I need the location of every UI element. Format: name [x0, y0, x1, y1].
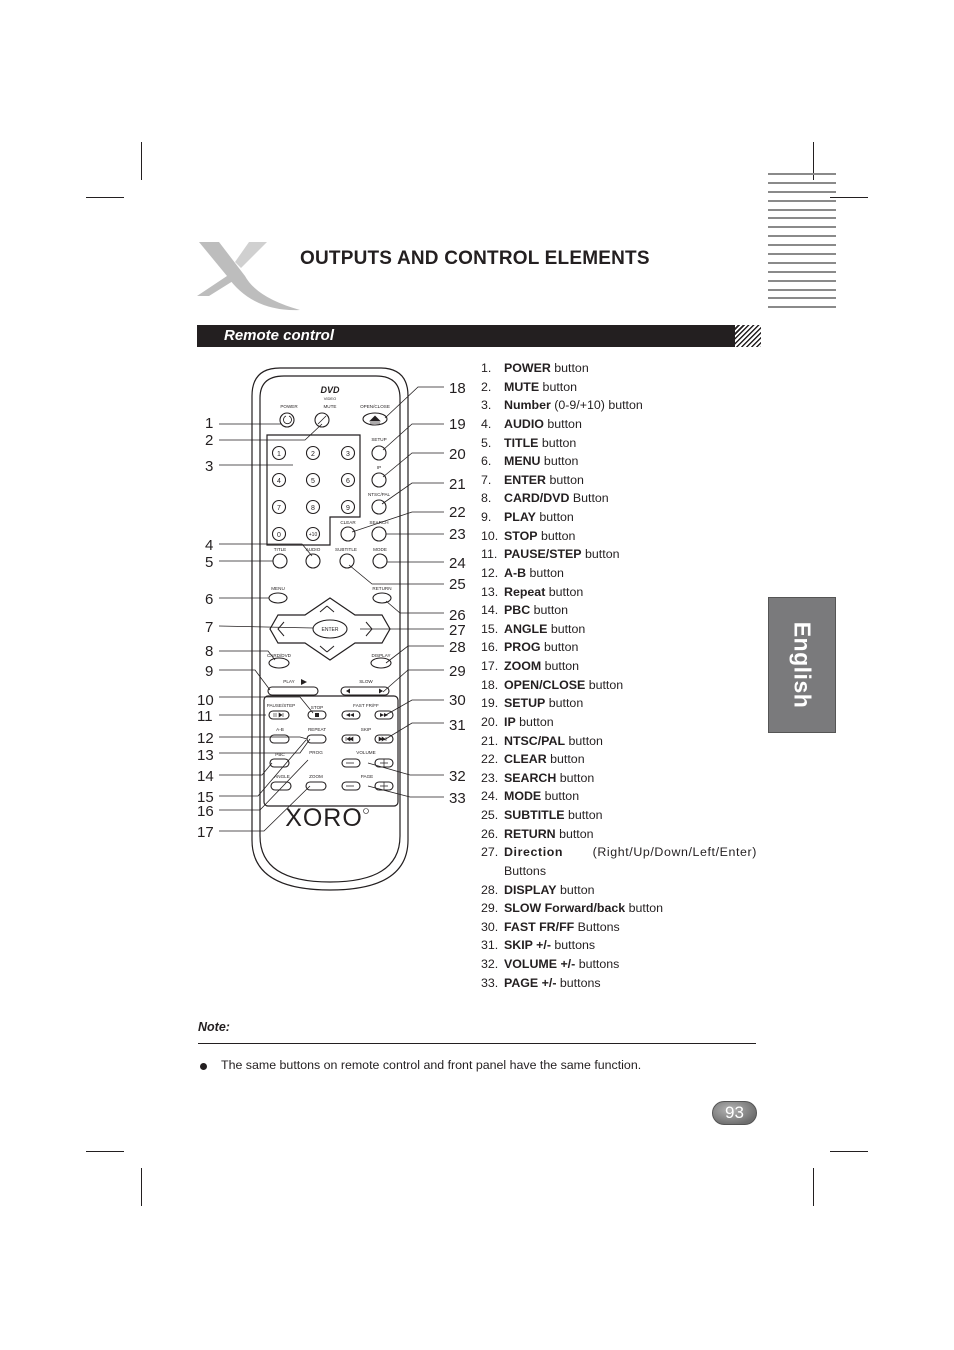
svg-text:6: 6	[346, 478, 350, 485]
legend-item-number: 27.	[481, 845, 499, 860]
legend-item-name: OPEN/CLOSE	[504, 677, 586, 692]
legend-item-number: 6.	[481, 454, 492, 469]
legend-item-number: 33.	[481, 975, 499, 990]
legend-item-desc: buttons	[550, 938, 596, 953]
return-button	[373, 593, 391, 603]
search-button	[372, 527, 386, 541]
legend-item-desc: button	[556, 770, 595, 785]
legend-item-desc: buttons	[575, 957, 620, 971]
legend-item-name: CARD/DVD	[504, 491, 570, 506]
legend-item-text	[504, 732, 603, 751]
legend-item-number: 17.	[481, 659, 499, 673]
legend-item	[481, 545, 757, 564]
legend-item	[481, 769, 757, 788]
legend-item-name: PBC	[504, 603, 531, 618]
legend-item	[481, 750, 757, 769]
remote-label-search: SEARCH	[369, 520, 389, 525]
legend-item-name: SUBTITLE	[504, 808, 565, 822]
legend-item-desc: button	[545, 696, 584, 711]
legend-item	[481, 787, 757, 806]
legend-item-text	[504, 489, 609, 508]
legend-item-text	[504, 881, 594, 900]
legend-item	[481, 434, 757, 453]
xoro-logo: XORO	[285, 804, 363, 832]
remote-label-prog: PROG	[309, 750, 323, 755]
legend-item-number: 9.	[481, 510, 492, 524]
zoom-button	[306, 782, 326, 790]
callout-lines-right	[349, 387, 444, 797]
remote-label-enter: ENTER	[321, 627, 339, 633]
legend-item-number: 20.	[481, 714, 499, 729]
legend-item-number: 32.	[481, 957, 499, 971]
remote-label-subtitle: SUBTITLE	[335, 547, 357, 552]
legend-item-name: SETUP	[504, 696, 546, 711]
legend-item	[481, 378, 757, 397]
legend-item-name: MODE	[504, 789, 542, 804]
svg-text:VIDEO: VIDEO	[323, 396, 337, 401]
remote-label-open-close: OPEN/CLOSE	[360, 404, 390, 409]
remote-label-mute: MUTE	[323, 404, 337, 409]
legend-item-text	[504, 378, 577, 397]
legend-item-text	[504, 676, 623, 695]
page-number: 93	[712, 1101, 757, 1125]
legend-item-text	[504, 713, 554, 732]
legend-item-desc: button	[537, 528, 576, 543]
legend-item	[481, 881, 757, 900]
legend-item-name: RETURN	[504, 826, 556, 841]
legend-item-desc: button	[550, 361, 589, 375]
legend-item-number: 8.	[481, 491, 492, 506]
legend-item-desc: buttons	[556, 975, 601, 990]
legend-item-desc: button	[625, 901, 664, 916]
legend-item	[481, 564, 757, 583]
legend-item-text	[504, 750, 585, 769]
legend-item-text	[504, 527, 575, 546]
legend-item-desc: button	[539, 379, 578, 394]
legend-item	[481, 936, 757, 955]
callout-number: 18	[449, 380, 466, 397]
legend-item-number: 4.	[481, 416, 492, 431]
legend-item-desc: button	[581, 547, 620, 562]
legend-item-number: 10.	[481, 528, 499, 543]
callout-number: 3	[205, 458, 214, 475]
language-tab	[768, 597, 836, 733]
callout-number: 15	[197, 789, 214, 806]
legend-item-name: NTSC/PAL	[504, 733, 566, 748]
callout-number: 33	[449, 790, 466, 807]
legend-item-number: 23.	[481, 770, 499, 785]
legend-item-text	[504, 638, 578, 657]
callout-number: 20	[449, 446, 466, 463]
callout-number: 17	[197, 824, 214, 841]
legend-item	[481, 508, 757, 527]
svg-text:5: 5	[311, 478, 315, 485]
clear-button	[341, 527, 355, 541]
legend-item-desc: button	[541, 789, 580, 804]
remote-label-card-dvd: CARD/DVD	[267, 653, 291, 658]
legend-item-number: 26.	[481, 826, 499, 841]
up-arrow-icon	[320, 606, 334, 612]
legend-item-desc: button	[565, 733, 603, 748]
legend-item	[481, 657, 757, 676]
legend-item-desc: button	[515, 714, 554, 729]
legend-item-number: 13.	[481, 584, 499, 599]
legend-item	[481, 415, 757, 434]
remote-label-slow: SLOW	[359, 679, 373, 684]
legend-item-name: ENTER	[504, 472, 546, 487]
decorative-stripes	[768, 173, 836, 315]
legend-item-number: 29.	[481, 901, 499, 916]
page-title: OUTPUTS AND CONTROL ELEMENTS	[300, 248, 650, 269]
legend-item-text	[504, 806, 602, 825]
callout-number: 28	[449, 639, 466, 656]
remote-label-pause-step: PAUSE/STEP	[266, 703, 296, 708]
angle-button	[271, 782, 291, 790]
svg-text:7: 7	[277, 505, 281, 512]
legend-item	[481, 694, 757, 713]
svg-text:9: 9	[346, 505, 350, 512]
callout-number: 27	[449, 622, 466, 639]
note-label: Note:	[198, 1020, 230, 1034]
legend-item-number: 14.	[481, 603, 499, 618]
crop-mark	[141, 1168, 142, 1206]
legend-item-desc: button	[530, 603, 569, 618]
svg-text:+10: +10	[308, 532, 318, 538]
bullet-icon	[200, 1063, 207, 1070]
legend-item-text	[504, 843, 757, 862]
legend-item-name: IP	[504, 714, 516, 729]
play-button	[268, 687, 318, 695]
remote-label-volume: VOLUME	[356, 750, 376, 755]
svg-text:DVD: DVD	[320, 385, 340, 395]
legend-item-name: MUTE	[504, 379, 540, 394]
language-tab-label: English	[789, 621, 816, 709]
legend-item-number: 1.	[481, 361, 492, 375]
legend-item	[481, 452, 757, 471]
legend-item-name: SEARCH	[504, 770, 557, 785]
legend-item-number: 18.	[481, 677, 499, 692]
legend-item	[481, 527, 757, 546]
legend-item-desc: button	[543, 416, 582, 431]
legend-item	[481, 638, 757, 657]
legend-item-number: 25.	[481, 808, 499, 822]
legend-item-name: ANGLE	[504, 621, 548, 636]
callout-number: 10	[197, 692, 214, 709]
legend-item	[481, 489, 757, 508]
legend-item-desc: (Right/Up/Down/Left/Enter)	[592, 845, 757, 860]
legend-item-text	[504, 564, 564, 583]
crop-mark	[830, 1151, 868, 1152]
crop-mark	[86, 197, 124, 198]
legend-item-text	[504, 769, 594, 788]
callout-number: 7	[205, 619, 214, 636]
note-divider	[198, 1043, 756, 1044]
callout-number: 14	[197, 768, 214, 785]
legend-item-name: POWER	[504, 361, 551, 375]
callout-number: 29	[449, 663, 466, 680]
legend-item-name: PAGE +/-	[504, 975, 557, 990]
legend-item	[481, 601, 757, 620]
legend-item-desc: button	[564, 808, 603, 822]
note-text: The same buttons on remote control and front panel have the same function.	[221, 1058, 642, 1072]
legend-item-desc: button	[546, 752, 585, 767]
callout-number: 5	[205, 554, 214, 571]
legend-item-name: CLEAR	[504, 752, 547, 767]
legend-item	[481, 825, 757, 844]
legend-item-desc: button	[585, 677, 624, 692]
legend-item	[481, 732, 757, 751]
remote-label-page: PAGE	[360, 774, 374, 779]
callout-number: 1	[205, 415, 214, 432]
callout-number: 24	[449, 555, 466, 572]
callout-number: 21	[449, 476, 466, 493]
remote-label-play: PLAY	[283, 679, 295, 684]
remote-control-diagram	[195, 360, 475, 895]
legend-item-text	[504, 471, 584, 490]
legend-item-text	[504, 452, 578, 471]
legend-item-number: 15.	[481, 621, 499, 636]
remote-label-title: TITLE	[273, 547, 287, 552]
down-arrow-icon	[320, 646, 334, 652]
card-dvd-button	[269, 658, 289, 668]
callout-number: 16	[197, 803, 214, 820]
remote-label-mode: MODE	[373, 547, 387, 552]
legend-item	[481, 918, 757, 937]
legend-item-number: 30.	[481, 919, 499, 934]
dvd-logo-icon	[320, 385, 340, 401]
svg-text:4: 4	[277, 478, 281, 485]
legend-item-name: A-B	[504, 565, 527, 580]
callout-number: 32	[449, 768, 466, 785]
remote-label-menu: MENU	[271, 586, 285, 591]
legend-item-number: 24.	[481, 789, 499, 804]
legend-item	[481, 676, 757, 695]
brand-x-logo-icon	[197, 240, 302, 312]
legend-item-number: 21.	[481, 733, 499, 748]
legend-item	[481, 974, 757, 993]
a-b-button	[270, 735, 289, 743]
title-button	[273, 554, 287, 568]
legend-item-number: 3.	[481, 398, 492, 413]
section-title: Remote control	[224, 327, 335, 344]
legend-item-number: 5.	[481, 435, 492, 450]
crop-mark	[813, 1168, 814, 1206]
legend-item-desc: button	[556, 882, 595, 897]
legend-item	[481, 899, 757, 918]
crop-mark	[86, 1151, 124, 1152]
remote-label-zoom: ZOOM	[309, 774, 323, 779]
callout-number: 19	[449, 416, 466, 433]
legend-item-desc: button	[546, 472, 584, 487]
subtitle-button	[340, 554, 354, 568]
section-bar-pattern	[733, 325, 761, 347]
section-header-bar	[197, 325, 735, 347]
legend-item-desc: button	[526, 565, 564, 580]
legend-item-number: 16.	[481, 640, 499, 655]
legend-item-desc: button	[540, 454, 579, 469]
legend-item-text	[504, 787, 579, 806]
legend-item-name: VOLUME +/-	[504, 957, 576, 971]
legend-item-text	[504, 974, 601, 993]
callout-number: 25	[449, 576, 466, 593]
setup-button	[372, 446, 386, 460]
legend-item	[481, 471, 757, 490]
legend-item-desc: button	[547, 621, 586, 636]
remote-label-pbc: PBC	[275, 752, 285, 757]
remote-label-ip: IP	[376, 465, 382, 470]
callout-number: 6	[205, 591, 214, 608]
legend-item-name: Repeat	[504, 584, 546, 599]
remote-label-skip: SKIP	[360, 727, 372, 732]
legend-item-number: 31.	[481, 938, 499, 953]
legend-item-number: 28.	[481, 882, 499, 897]
callout-number: 22	[449, 504, 466, 521]
remote-label-display: DISPLAY	[371, 653, 391, 658]
remote-label-stop: STOP	[310, 705, 324, 710]
remote-label-setup: SETUP	[371, 437, 387, 442]
legend-item-name: DISPLAY	[504, 882, 557, 897]
legend-item-desc: button	[555, 826, 594, 841]
remote-label-angle: ANGLE	[274, 774, 290, 779]
svg-text:0: 0	[277, 532, 281, 539]
legend-item-desc: button	[535, 510, 574, 524]
button-legend-list	[481, 359, 757, 992]
legend-item-desc: button	[545, 584, 584, 599]
legend-item-name: FAST FR/FF	[504, 919, 575, 934]
callout-number: 31	[449, 717, 466, 734]
legend-item-text	[504, 825, 594, 844]
legend-item	[481, 843, 757, 862]
legend-item-text	[504, 583, 583, 602]
legend-item-number: 7.	[481, 472, 492, 487]
legend-item-number: 22.	[481, 752, 499, 767]
legend-item-text	[504, 918, 620, 937]
callout-number: 23	[449, 526, 466, 543]
remote-label-power: POWER	[280, 404, 298, 409]
legend-item	[481, 806, 757, 825]
callout-number: 13	[197, 747, 214, 764]
crop-mark	[141, 142, 142, 180]
legend-item-continuation: Buttons	[504, 863, 547, 878]
legend-item-desc: Button	[569, 491, 609, 506]
legend-item	[481, 713, 757, 732]
callout-number: 12	[197, 730, 214, 747]
registered-icon	[364, 809, 369, 814]
remote-label-audio: AUDIO	[305, 547, 321, 552]
legend-item-name: SLOW Forward/back	[504, 901, 626, 916]
legend-item-number: 11.	[481, 547, 498, 562]
legend-item-text	[504, 936, 595, 955]
legend-item-name: TITLE	[504, 435, 539, 450]
legend-item-text	[504, 359, 589, 378]
mode-button	[373, 554, 387, 568]
legend-item-desc: Buttons	[574, 919, 620, 934]
callout-number: 26	[449, 607, 466, 624]
legend-item	[481, 583, 757, 602]
ip-button	[372, 473, 386, 487]
legend-item-text	[504, 508, 574, 527]
audio-button	[306, 554, 320, 568]
callout-number: 4	[205, 537, 214, 554]
legend-item-desc: button	[538, 435, 577, 450]
stop-icon	[315, 713, 319, 717]
legend-item-number: 2.	[481, 379, 492, 394]
legend-item-text	[504, 657, 579, 676]
legend-item-name: PLAY	[504, 510, 536, 524]
legend-item-text	[504, 620, 585, 639]
callout-number: 8	[205, 643, 214, 660]
legend-item-text	[504, 545, 619, 564]
legend-item-desc: button	[541, 659, 580, 673]
legend-item-name: STOP	[504, 528, 538, 543]
legend-item-name: Direction	[504, 845, 564, 860]
remote-label-a-b: A-B	[276, 727, 284, 732]
legend-item-text	[504, 415, 582, 434]
svg-text:2: 2	[311, 451, 315, 458]
remote-label-return: RETURN	[372, 586, 392, 591]
legend-item-number: 19.	[481, 696, 499, 711]
display-button	[371, 658, 391, 668]
legend-item-name: SKIP +/-	[504, 938, 551, 953]
callout-number: 30	[449, 692, 466, 709]
remote-label-clear: CLEAR	[340, 520, 356, 525]
menu-button	[269, 593, 287, 603]
remote-label-ntsc-pal: NTSC/PAL	[367, 492, 391, 497]
legend-item	[481, 620, 757, 639]
legend-item-name: MENU	[504, 454, 541, 469]
svg-text:1: 1	[277, 451, 281, 458]
callout-number: 11	[197, 708, 213, 725]
play-icon	[301, 679, 307, 685]
legend-item-name: AUDIO	[504, 416, 544, 431]
remote-label-repeat: REPEAT	[307, 727, 327, 732]
svg-text:8: 8	[311, 505, 315, 512]
legend-item-desc: button	[540, 640, 579, 655]
callout-number: 2	[205, 432, 214, 449]
legend-item-text	[504, 899, 663, 918]
left-arrow-icon	[278, 622, 284, 636]
legend-item-text	[504, 955, 619, 974]
legend-item-text	[504, 601, 568, 620]
legend-item	[481, 359, 757, 378]
legend-item-number: 12.	[481, 565, 499, 580]
legend-item-text	[504, 694, 583, 713]
digit-labels	[277, 451, 350, 539]
callout-number: 9	[205, 663, 214, 680]
legend-item-name: PAUSE/STEP	[504, 547, 582, 562]
legend-item-name: Number	[504, 398, 551, 413]
legend-item-name: PROG	[504, 640, 541, 655]
legend-item-name: ZOOM	[504, 659, 542, 673]
svg-text:3: 3	[346, 451, 350, 458]
legend-item-desc: (0-9/+10) button	[550, 398, 643, 413]
remote-label-fast-fr-ff: FAST FR/FF	[353, 703, 379, 708]
legend-item	[481, 955, 757, 974]
legend-item-text	[504, 396, 643, 415]
legend-item-text	[504, 434, 576, 453]
legend-item	[481, 396, 757, 415]
ntsc-pal-button	[372, 500, 386, 514]
